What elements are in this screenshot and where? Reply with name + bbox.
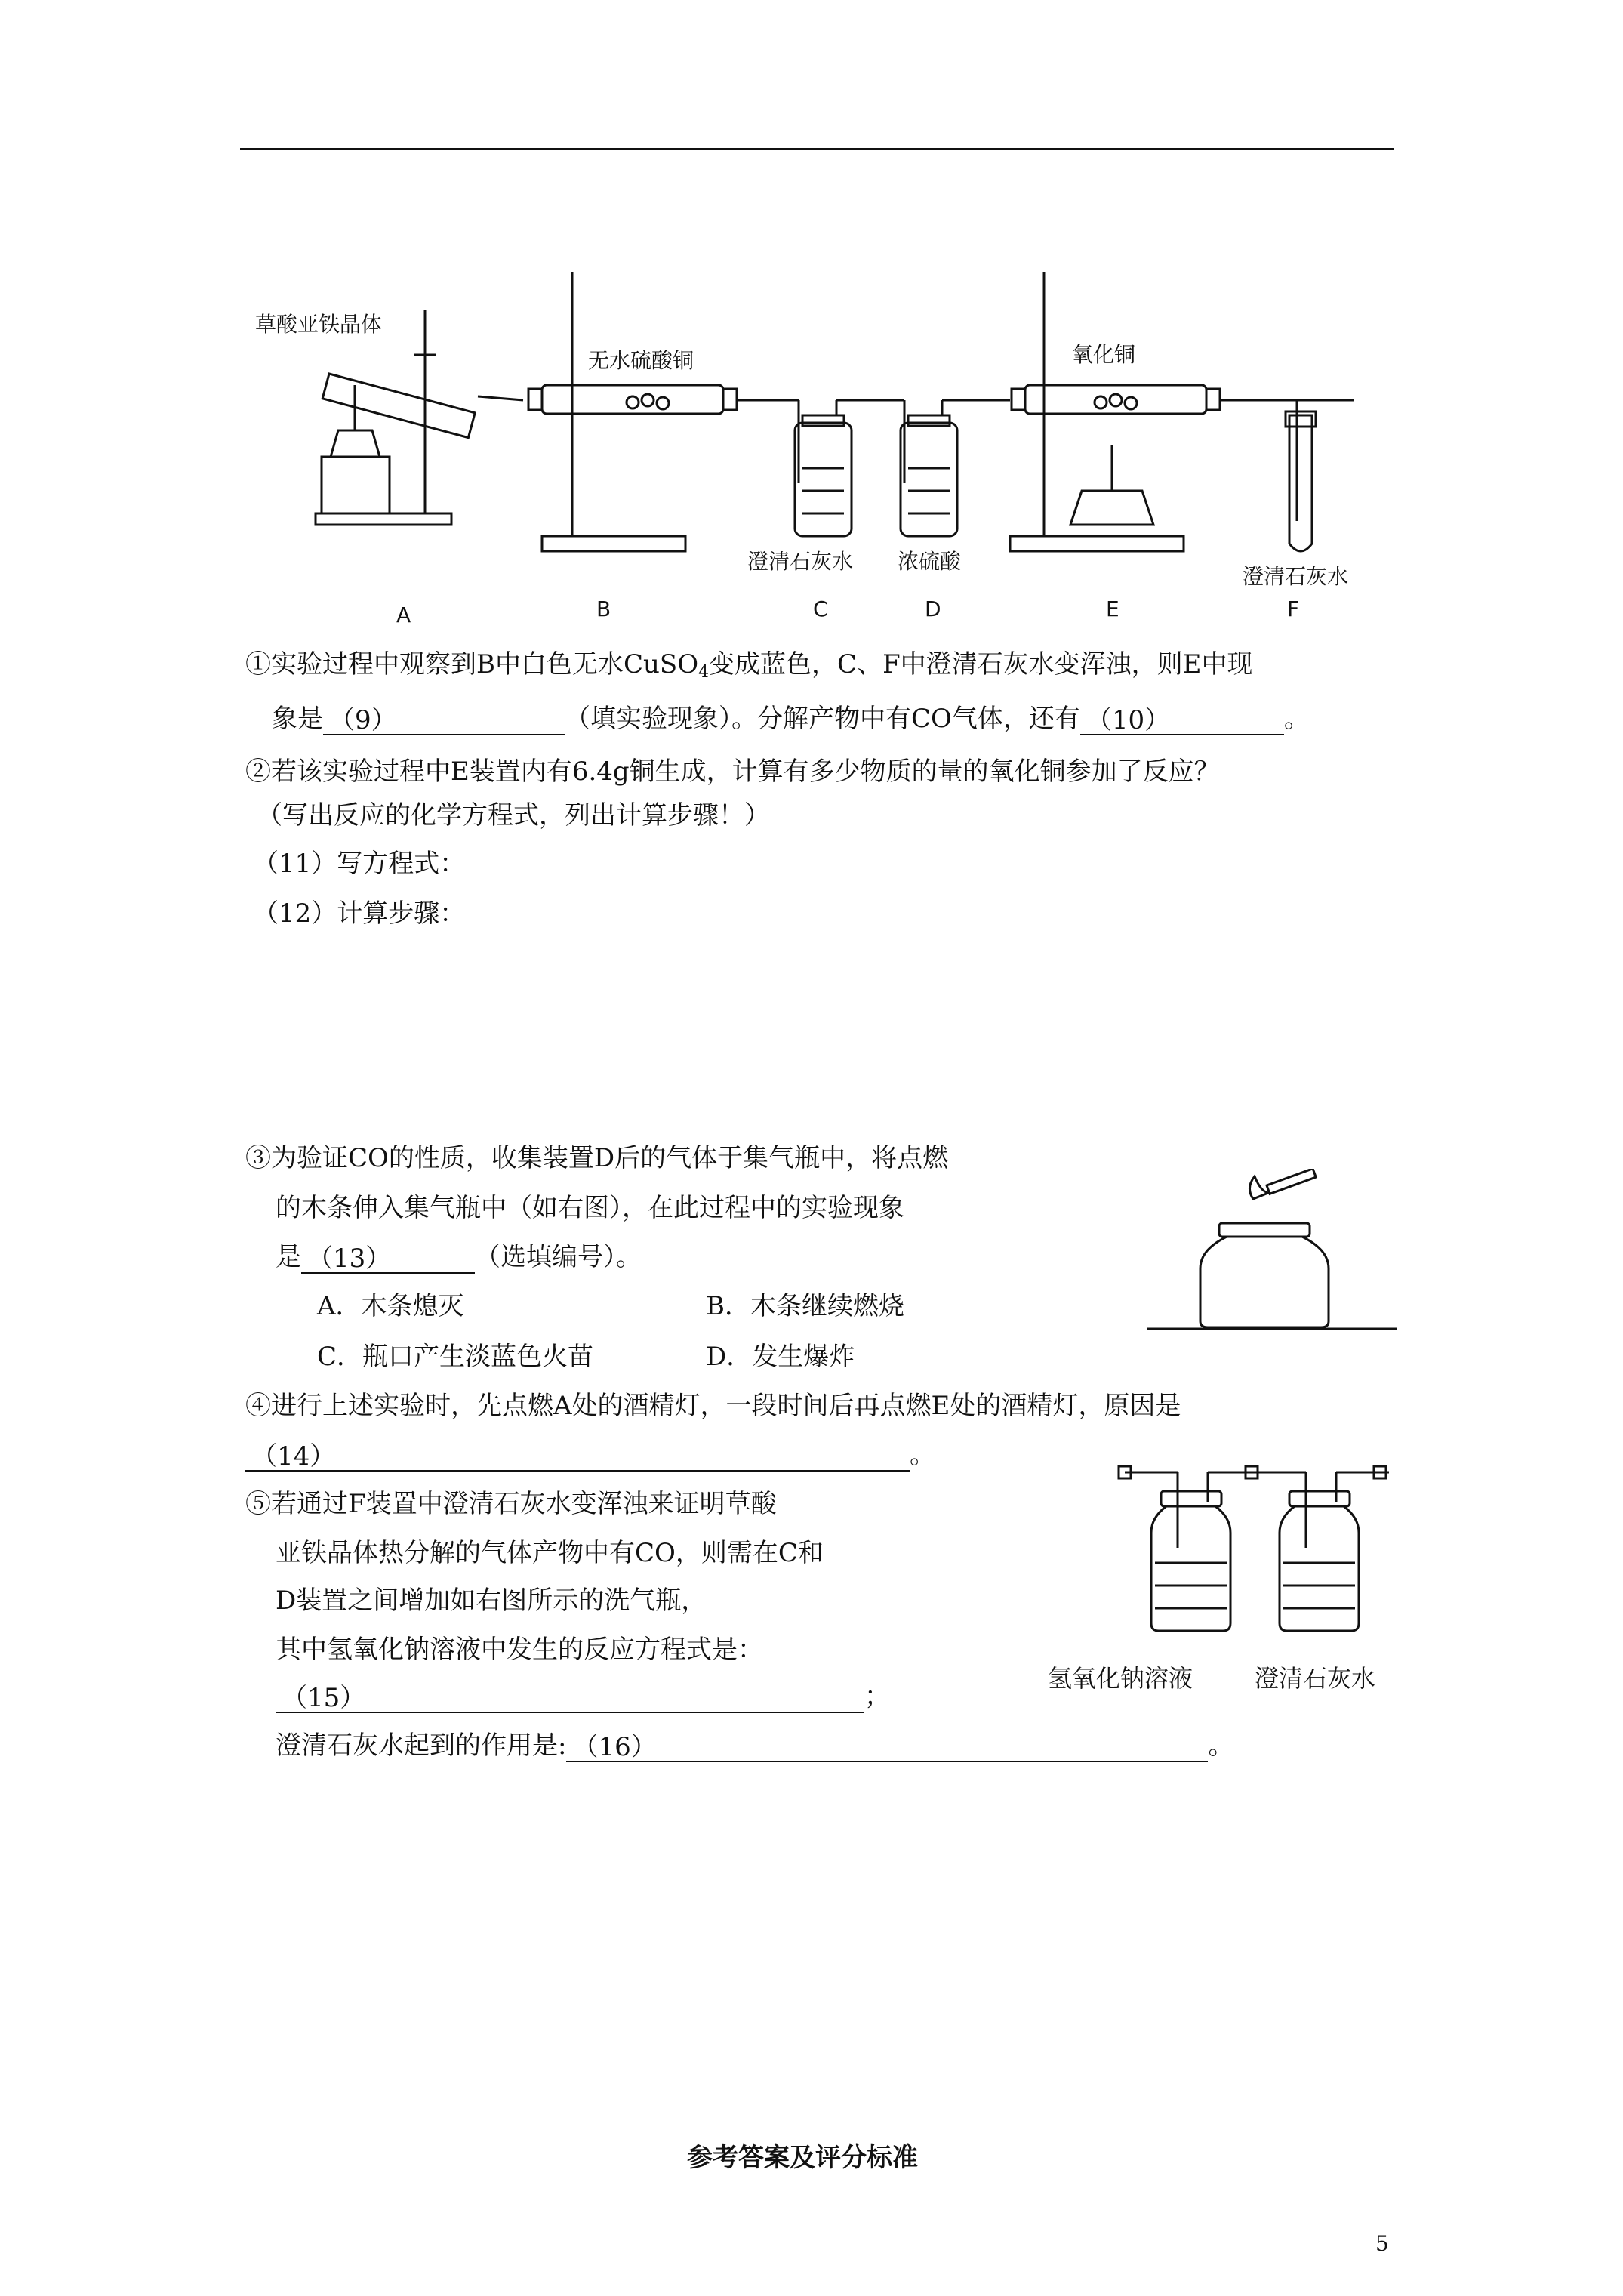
letter-f: F <box>1287 596 1300 621</box>
apparatus-diagram <box>240 264 1403 634</box>
letter-c: C <box>813 596 828 621</box>
blank-10[interactable]: （10） <box>1080 704 1284 735</box>
q3-line3: 是 （13） （选填编号）。 <box>276 1242 642 1274</box>
blank-14[interactable]: （14） <box>245 1440 910 1472</box>
q3-option-a: A．木条熄灭 <box>317 1291 464 1321</box>
q1-line2: 象是 （9） （填实验现象）。分解产物中有CO气体，还有 （10） 。 <box>272 704 1310 735</box>
letter-e: E <box>1106 596 1119 621</box>
burning-splint-icon <box>1238 1169 1321 1214</box>
blank-16[interactable]: （16） <box>566 1730 1208 1762</box>
q3-option-d: D．发生爆炸 <box>706 1342 855 1372</box>
q3-option-b: B．木条继续燃烧 <box>706 1291 904 1321</box>
letter-a: A <box>396 603 411 627</box>
q2-line3: （11）写方程式： <box>253 849 466 879</box>
q3-line1: ③为验证CO的性质，收集装置D后的气体于集气瓶中，将点燃 <box>245 1143 949 1173</box>
blank-13[interactable]: （13） <box>301 1242 475 1274</box>
label-anhydrous-cuso4: 无水硫酸铜 <box>588 348 694 373</box>
q5-line3: D装置之间增加如右图所示的洗气瓶， <box>276 1586 707 1616</box>
q1-line1: ①实验过程中观察到B中白色无水CuSO$_4$变成蓝色，C、F中澄清石灰水变浑浊，则E中现 <box>245 649 1253 682</box>
letter-d: D <box>925 596 941 621</box>
q5-line6: 澄清石灰水起到的作用是: （16） 。 <box>276 1730 1234 1762</box>
label-naoh-solution: 氢氧化钠溶液 <box>1048 1664 1193 1693</box>
q4-line2: （14） 。 <box>245 1438 935 1472</box>
q5-line1: ⑤若通过F装置中澄清石灰水变浑浊来证明草酸 <box>245 1489 777 1519</box>
q4-line1: ④进行上述实验时，先点燃A处的酒精灯，一段时间后再点燃E处的酒精灯，原因是 <box>245 1391 1181 1421</box>
blank-9[interactable]: （9） <box>323 704 565 735</box>
q2-line4: （12）计算步骤： <box>253 898 466 929</box>
q2-line1: ②若该实验过程中E装置内有6.4g铜生成，计算有多少物质的量的氧化铜参加了反应？ <box>245 757 1220 787</box>
q3-option-c: C．瓶口产生淡蓝色火苗 <box>317 1342 594 1372</box>
answer-section-title: 参考答案及评分标准 <box>687 2143 918 2173</box>
page-number: 5 <box>1375 2231 1389 2256</box>
header-rule <box>240 148 1394 150</box>
label-limewater-c: 澄清石灰水 <box>747 549 854 574</box>
label-conc-h2so4: 浓硫酸 <box>898 549 962 574</box>
label-limewater-f: 澄清石灰水 <box>1243 564 1349 589</box>
blank-15[interactable]: （15） <box>276 1681 864 1713</box>
wash-bottles-figure <box>1117 1457 1404 1646</box>
q3-line2: 的木条伸入集气瓶中（如右图），在此过程中的实验现象 <box>276 1193 904 1223</box>
gas-jar-figure <box>1147 1208 1397 1336</box>
q5-line5: （15） ； <box>276 1680 890 1713</box>
label-limewater-bottle: 澄清石灰水 <box>1255 1664 1376 1693</box>
label-copper-oxide: 氧化铜 <box>1072 342 1136 367</box>
q5-line4: 其中氢氧化钠溶液中发生的反应方程式是： <box>276 1635 763 1665</box>
letter-b: B <box>596 596 611 621</box>
label-crystal: 草酸亚铁晶体 <box>255 312 383 337</box>
q2-line2: （写出反应的化学方程式，列出计算步骤！） <box>257 800 770 831</box>
q5-line2: 亚铁晶体热分解的气体产物中有CO，则需在C和 <box>276 1538 824 1568</box>
